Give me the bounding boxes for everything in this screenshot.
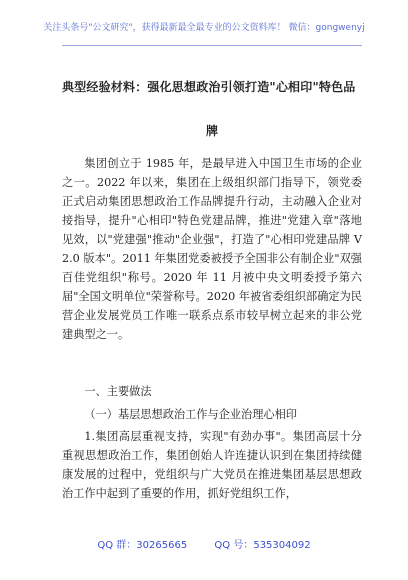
footer-qq-group: QQ 群：30265665 — [97, 540, 188, 551]
header-banner: 关注头条号"公文研究"，获得最新最全最专业的公文资料库！ 微信：gongwenyj — [43, 23, 365, 33]
subsection-heading: （一）基层思想政治工作与企业治理心相印 — [84, 408, 297, 421]
header-divider — [62, 45, 362, 46]
intro-paragraph: 集团创立于 1985 年，是最早进入中国卫生市场的企业之一。2022 年以来，集团在上级组织部门指导下，领党委正式启动集团思想政治工作品牌提升行动，主动融入企业对接指导，提升"心相印"特色党建品牌，推进"党建入章"落地见效，以"党建强"推动"企业强"，打造了"心相印党建品牌 V2.0 版本"。2011 年集团党委被授予全国非公有制企业"双强百佳党组织"称号。2020 年 11 月被中央文明委授予第六届"全国文明单位"荣誉称号。2020 年被省委组织部确定为民营企业发展党员工作唯一联系点系市较早树立起来的非公党建典型之一。 — [62, 157, 362, 341]
body-paragraph: 1.集团高层重视支持，实现"有劲办事"。集团高层十分重视思想政治工作，集团创始人许连捷认识到在集团持续健康发展的过程中，党组织与广大党员在推进集团基层思想政治工作中起到了重要的作用，抓好党组织工作， — [62, 430, 362, 500]
footer-contact — [0, 536, 408, 551]
section-heading: 一、主要做法 — [84, 385, 152, 398]
document-title-line-1: 典型经验材料：强化思想政治引领打造"心相印"特色品 — [62, 80, 356, 94]
document-title-line-2: 牌 — [205, 124, 218, 138]
footer-qq-number: QQ 号：535304092 — [214, 540, 311, 551]
